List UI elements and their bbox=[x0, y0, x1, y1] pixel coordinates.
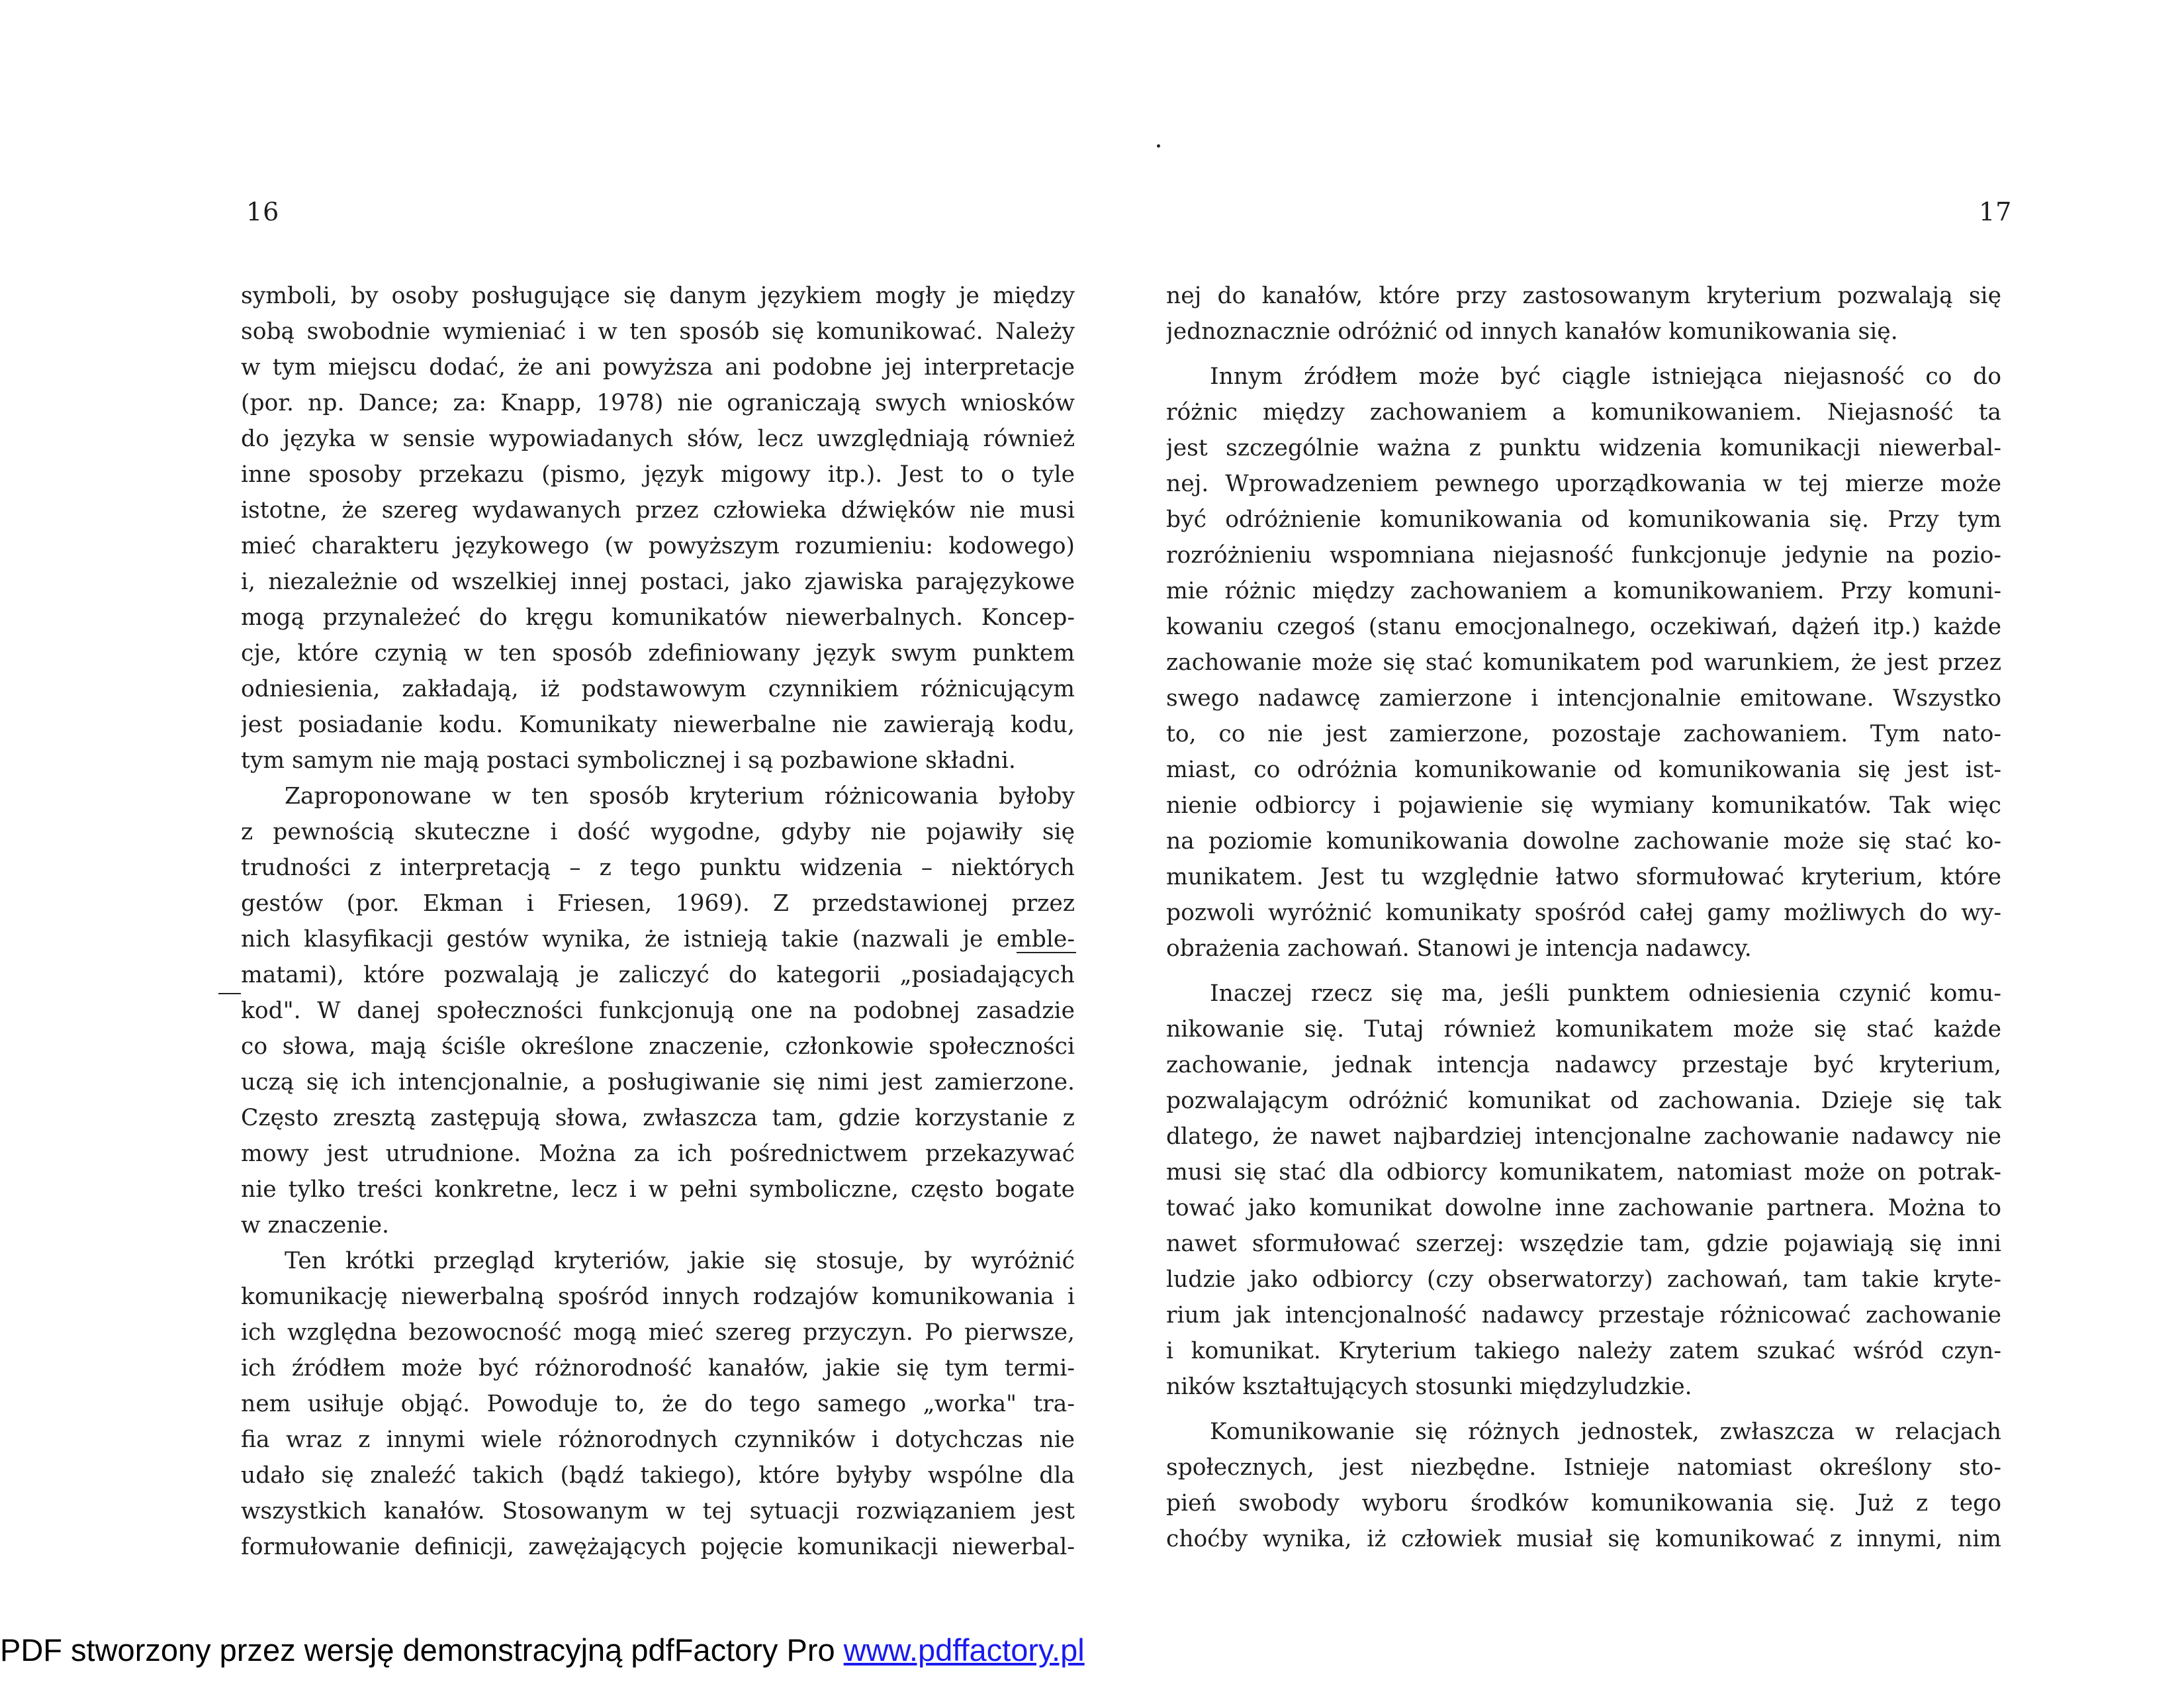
text-line: nej do kanałów, które przy zastosowanym kryterium pozwalają się bbox=[1166, 283, 2001, 309]
text-line: choćby wynika, iż człowiek musiał się komunikować z innymi, nim bbox=[1166, 1526, 2001, 1552]
scan-mark-underline bbox=[218, 993, 241, 994]
text-line: do języka w sensie wypowiadanych słów, lecz uwzględniają również bbox=[241, 426, 1075, 452]
text-line: Często zresztą zastępują słowa, zwłaszcza tam, gdzie korzystanie z bbox=[241, 1105, 1075, 1131]
text-line: społecznych, jest niezbędne. Istnieje natomiast określony sto- bbox=[1166, 1454, 2001, 1481]
text-line: formułowanie definicji, zawężających pojęcie komunikacji niewerbal- bbox=[241, 1534, 1075, 1560]
text-line: jest posiadanie kodu. Komunikaty niewerbalne nie zawierają kodu, bbox=[241, 712, 1075, 738]
text-line: ników kształtujących stosunki międzyludzkie. bbox=[1166, 1374, 1692, 1400]
text-line: zachowanie, jednak intencja nadawcy przestaje być kryterium, bbox=[1166, 1052, 2001, 1078]
page-number-right: 17 bbox=[1979, 197, 2013, 226]
text-line: wszystkich kanałów. Stosowanym w tej sytuacji rozwiązaniem jest bbox=[241, 1498, 1075, 1524]
text-line: obrażenia zachowań. Stanowi je intencja nadawcy. bbox=[1166, 935, 1752, 962]
page-number-left: 16 bbox=[246, 197, 280, 226]
text-line: rium jak intencjonalność nadawcy przestaje różnicować zachowanie bbox=[1166, 1302, 2001, 1329]
paragraph-start-line: Inaczej rzecz się ma, jeśli punktem odniesienia czynić komu- bbox=[1210, 980, 2001, 1007]
text-line: mieć charakteru językowego (w powyższym rozumieniu: kodowego) bbox=[241, 533, 1075, 559]
paragraph-start-line: Innym źródłem może być ciągle istniejąca niejasność co do bbox=[1210, 363, 2001, 390]
text-line: mowy jest utrudnione. Można za ich pośrednictwem przekazywać bbox=[241, 1141, 1075, 1167]
text-line: uczą się ich intencjonalnie, a posługiwanie się nimi jest zamierzone. bbox=[241, 1069, 1075, 1096]
text-line: gestów (por. Ekman i Friesen, 1969). Z przedstawionej przez bbox=[241, 890, 1075, 917]
text-line: ich względna bezowocność mogą mieć szereg przyczyn. Po pierwsze, bbox=[241, 1319, 1075, 1346]
text-line: pień swobody wyboru środków komunikowania się. Już z tego bbox=[1166, 1490, 2001, 1517]
scan-mark-top bbox=[1157, 144, 1160, 148]
text-line: udało się znaleźć takich (bądź takiego), które byłyby wspólne dla bbox=[241, 1462, 1075, 1489]
text-line: miast, co odróżnia komunikowanie od komunikowania się jest ist- bbox=[1166, 757, 2001, 783]
text-line: dlatego, że nawet najbardziej intencjonalne zachowanie nadawcy nie bbox=[1166, 1123, 2001, 1150]
text-line: nem usiłuje objąć. Powoduje to, że do tego samego „worka" tra- bbox=[241, 1391, 1075, 1417]
paragraph-start-line: Ten krótki przegląd kryteriów, jakie się stosuje, by wyróżnić bbox=[285, 1248, 1075, 1274]
text-line: nie tylko treści konkretne, lecz i w pełni symboliczne, często bogate bbox=[241, 1176, 1075, 1203]
text-line: munikatem. Jest tu względnie łatwo sformułować kryterium, które bbox=[1166, 864, 2001, 890]
text-line: jednoznacznie odróżnić od innych kanałów komunikowania się. bbox=[1166, 318, 1898, 345]
text-line: nienie odbiorcy i pojawienie się wymiany komunikatów. Tak więc bbox=[1166, 792, 2001, 819]
text-line: różnic między zachowaniem a komunikowaniem. Niejasność ta bbox=[1166, 399, 2001, 426]
text-line: inne sposoby przekazu (pismo, język migowy itp.). Jest to o tyle bbox=[241, 461, 1075, 488]
text-line: kod". W danej społeczności funkcjonują one na podobnej zasadzie bbox=[241, 998, 1075, 1024]
text-line: (por. np. Dance; za: Knapp, 1978) nie ograniczają swych wniosków bbox=[241, 390, 1075, 416]
text-line: sobą swobodnie wymieniać i w ten sposób się komunikować. Należy bbox=[241, 318, 1075, 345]
text-line: trudności z interpretacją – z tego punktu widzenia – niektórych bbox=[241, 855, 1075, 881]
text-line: tować jako komunikat dowolne inne zachowanie partnera. Można to bbox=[1166, 1195, 2001, 1221]
text-line: mie różnic między zachowaniem a komunikowaniem. Przy komuni- bbox=[1166, 578, 2001, 604]
text-line: pozwalającym odróżnić komunikat od zachowania. Dzieje się tak bbox=[1166, 1088, 2001, 1114]
text-line: symboli, by osoby posługujące się danym językiem mogły je między bbox=[241, 283, 1075, 309]
text-line: w tym miejscu dodać, że ani powyższa ani podobne jej interpretacje bbox=[241, 354, 1075, 381]
text-line: rozróżnieniu wspomniana niejasność funkcjonuje jedynie na pozio- bbox=[1166, 542, 2001, 569]
text-line: istotne, że szereg wydawanych przez człowieka dźwięków nie musi bbox=[241, 497, 1075, 524]
right-page-column bbox=[1166, 278, 2001, 1557]
pdf-footer bbox=[0, 1632, 1085, 1668]
text-line: nich klasyfikacji gestów wynika, że istnieją takie (nazwali je emble- bbox=[241, 926, 1075, 953]
text-line: pozwoli wyróżnić komunikaty spośród całej gamy możliwych do wy- bbox=[1166, 900, 2001, 926]
text-line: musi się stać dla odbiorcy komunikatem, natomiast może on potrak- bbox=[1166, 1159, 2001, 1186]
text-line: na poziomie komunikowania dowolne zachowanie może się stać ko- bbox=[1166, 828, 2001, 855]
text-line: jest szczególnie ważna z punktu widzenia komunikacji niewerbal- bbox=[1166, 435, 2001, 461]
text-line: zachowanie może się stać komunikatem pod warunkiem, że jest przez bbox=[1166, 649, 2001, 676]
text-line: w znaczenie. bbox=[241, 1212, 390, 1239]
footer-text: PDF stworzony przez wersję demonstracyjną pdfFactory Pro bbox=[0, 1632, 844, 1667]
left-page-column bbox=[241, 278, 1075, 1565]
paragraph-start-line: Zaproponowane w ten sposób kryterium różnicowania byłoby bbox=[285, 783, 1075, 810]
text-line: z pewnością skuteczne i dość wygodne, gdyby nie pojawiły się bbox=[241, 819, 1075, 845]
footer-link[interactable]: www.pdffactory.pl bbox=[843, 1632, 1085, 1667]
text-line: odniesienia, zakładają, iż podstawowym czynnikiem różnicującym bbox=[241, 676, 1075, 702]
text-line: i komunikat. Kryterium takiego należy zatem szukać wśród czyn- bbox=[1166, 1338, 2001, 1364]
text-line: mogą przynależeć do kręgu komunikatów niewerbalnych. Koncep- bbox=[241, 604, 1075, 631]
text-line: fia wraz z innymi wiele różnorodnych czynników i dotychczas nie bbox=[241, 1427, 1075, 1453]
paragraph-start-line: Komunikowanie się różnych jednostek, zwłaszcza w relacjach bbox=[1210, 1419, 2001, 1445]
text-line: komunikację niewerbalną spośród innych rodzajów komunikowania i bbox=[241, 1284, 1075, 1310]
text-line: nej. Wprowadzeniem pewnego uporządkowania w tej mierze może bbox=[1166, 471, 2001, 497]
text-line: i, niezależnie od wszelkiej innej postaci, jako zjawiska parajęzykowe bbox=[241, 569, 1075, 595]
text-line: kowaniu czegoś (stanu emocjonalnego, oczekiwań, dążeń itp.) każde bbox=[1166, 614, 2001, 640]
text-line: ludzie jako odbiorcy (czy obserwatorzy) zachowań, tam takie kryte- bbox=[1166, 1266, 2001, 1293]
text-line: nawet sformułować szerzej: wszędzie tam, gdzie pojawiają się inni bbox=[1166, 1231, 2001, 1257]
text-line: co słowa, mają ściśle określone znaczenie, członkowie społeczności bbox=[241, 1033, 1075, 1060]
text-line: swego nadawcę zamierzone i intencjonalnie emitowane. Wszystko bbox=[1166, 685, 2001, 712]
text-line: tym samym nie mają postaci symbolicznej i są pozbawione składni. bbox=[241, 747, 1016, 774]
text-line: ich źródłem może być różnorodność kanałów, jakie się tym termi- bbox=[241, 1355, 1075, 1382]
text-line: matami), które pozwalają je zaliczyć do kategorii „posiadających bbox=[241, 962, 1075, 988]
text-line: nikowanie się. Tutaj również komunikatem może się stać każde bbox=[1166, 1016, 2001, 1043]
text-line: być odróżnienie komunikowania od komunikowania się. Przy tym bbox=[1166, 506, 2001, 533]
text-line: cje, które czynią w ten sposób zdefiniowany język swym punktem bbox=[241, 640, 1075, 667]
text-line: to, co nie jest zamierzone, pozostaje zachowaniem. Tym nato- bbox=[1166, 721, 2001, 747]
